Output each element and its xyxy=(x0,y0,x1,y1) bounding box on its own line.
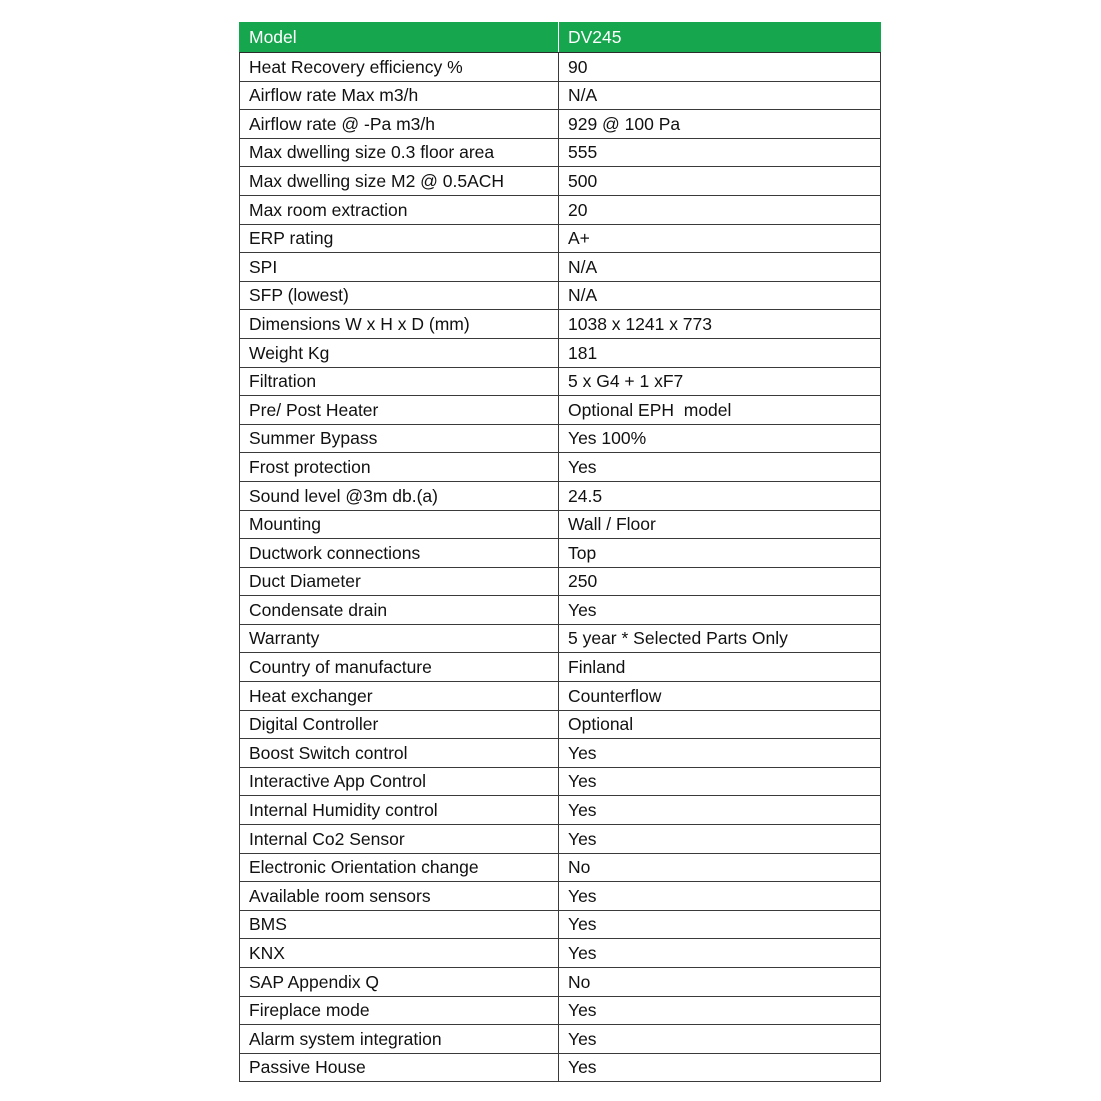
table-row xyxy=(240,968,881,997)
spec-value: Top xyxy=(559,539,881,568)
table-row xyxy=(240,167,881,196)
spec-label: Warranty xyxy=(240,624,559,653)
spec-value: No xyxy=(559,968,881,997)
spec-value: N/A xyxy=(559,253,881,282)
spec-label: Digital Controller xyxy=(240,710,559,739)
table-row xyxy=(240,739,881,768)
table-row xyxy=(240,910,881,939)
spec-label: Pre/ Post Heater xyxy=(240,396,559,425)
table-row xyxy=(240,195,881,224)
spec-value: 24.5 xyxy=(559,481,881,510)
spec-value: 5 year * Selected Parts Only xyxy=(559,624,881,653)
spec-value: Yes xyxy=(559,1053,881,1082)
table-row xyxy=(240,882,881,911)
table-row xyxy=(240,1053,881,1082)
spec-value: 90 xyxy=(559,53,881,82)
spec-value: Yes xyxy=(559,910,881,939)
spec-label: Heat exchanger xyxy=(240,682,559,711)
table-row xyxy=(240,624,881,653)
table-row xyxy=(240,510,881,539)
table-row xyxy=(240,939,881,968)
spec-label: SPI xyxy=(240,253,559,282)
spec-value: Optional EPH model xyxy=(559,396,881,425)
spec-value: Yes xyxy=(559,739,881,768)
spec-label: Passive House xyxy=(240,1053,559,1082)
table-row xyxy=(240,710,881,739)
table-row xyxy=(240,653,881,682)
spec-value: 20 xyxy=(559,195,881,224)
table-row xyxy=(240,224,881,253)
table-row xyxy=(240,396,881,425)
spec-value: Yes xyxy=(559,453,881,482)
spec-label: Alarm system integration xyxy=(240,1025,559,1054)
table-row xyxy=(240,1025,881,1054)
spec-value: Yes xyxy=(559,796,881,825)
spec-label: KNX xyxy=(240,939,559,968)
spec-value: Yes xyxy=(559,996,881,1025)
spec-label: ERP rating xyxy=(240,224,559,253)
table-header xyxy=(240,23,881,53)
table-row xyxy=(240,825,881,854)
spec-value: 1038 x 1241 x 773 xyxy=(559,310,881,339)
spec-value: Yes xyxy=(559,596,881,625)
table-row xyxy=(240,53,881,82)
table-row xyxy=(240,281,881,310)
table-row xyxy=(240,367,881,396)
column-header-model: Model xyxy=(240,23,559,53)
spec-value: 929 @ 100 Pa xyxy=(559,110,881,139)
spec-label: Internal Humidity control xyxy=(240,796,559,825)
table-row xyxy=(240,853,881,882)
spec-label: Max dwelling size M2 @ 0.5ACH xyxy=(240,167,559,196)
table-body xyxy=(240,53,881,1082)
spec-label: Fireplace mode xyxy=(240,996,559,1025)
spec-label: SFP (lowest) xyxy=(240,281,559,310)
spec-label: Max dwelling size 0.3 floor area xyxy=(240,138,559,167)
spec-value: Yes xyxy=(559,882,881,911)
table-row xyxy=(240,424,881,453)
spec-value: Optional xyxy=(559,710,881,739)
table-row xyxy=(240,539,881,568)
spec-label: Summer Bypass xyxy=(240,424,559,453)
specification-table-container xyxy=(239,22,880,1083)
spec-value: A+ xyxy=(559,224,881,253)
spec-label: Electronic Orientation change xyxy=(240,853,559,882)
table-row xyxy=(240,338,881,367)
spec-value: Yes xyxy=(559,825,881,854)
spec-label: Heat Recovery efficiency % xyxy=(240,53,559,82)
spec-label: Frost protection xyxy=(240,453,559,482)
spec-value: N/A xyxy=(559,281,881,310)
spec-label: SAP Appendix Q xyxy=(240,968,559,997)
spec-label: Boost Switch control xyxy=(240,739,559,768)
spec-value: N/A xyxy=(559,81,881,110)
spec-value: Finland xyxy=(559,653,881,682)
spec-value: 250 xyxy=(559,567,881,596)
table-row xyxy=(240,310,881,339)
spec-label: Ductwork connections xyxy=(240,539,559,568)
spec-label: Sound level @3m db.(a) xyxy=(240,481,559,510)
spec-value: 500 xyxy=(559,167,881,196)
table-header-row xyxy=(240,23,881,53)
table-row xyxy=(240,481,881,510)
spec-value: Yes xyxy=(559,939,881,968)
table-row xyxy=(240,81,881,110)
spec-value: No xyxy=(559,853,881,882)
table-row xyxy=(240,767,881,796)
spec-label: Country of manufacture xyxy=(240,653,559,682)
table-row xyxy=(240,138,881,167)
spec-value: Counterflow xyxy=(559,682,881,711)
spec-value: Wall / Floor xyxy=(559,510,881,539)
spec-label: Condensate drain xyxy=(240,596,559,625)
spec-value: Yes 100% xyxy=(559,424,881,453)
table-row xyxy=(240,253,881,282)
spec-label: Filtration xyxy=(240,367,559,396)
table-row xyxy=(240,567,881,596)
spec-label: Available room sensors xyxy=(240,882,559,911)
spec-value: 181 xyxy=(559,338,881,367)
spec-label: Max room extraction xyxy=(240,195,559,224)
spec-value: 555 xyxy=(559,138,881,167)
table-row xyxy=(240,596,881,625)
spec-label: Interactive App Control xyxy=(240,767,559,796)
spec-label: Mounting xyxy=(240,510,559,539)
table-row xyxy=(240,682,881,711)
spec-value: 5 x G4 + 1 xF7 xyxy=(559,367,881,396)
spec-label: Weight Kg xyxy=(240,338,559,367)
table-row xyxy=(240,796,881,825)
spec-label: Dimensions W x H x D (mm) xyxy=(240,310,559,339)
table-row xyxy=(240,996,881,1025)
column-header-dv245: DV245 xyxy=(559,23,881,53)
specification-table xyxy=(239,22,881,1082)
spec-value: Yes xyxy=(559,1025,881,1054)
spec-label: Airflow rate @ -Pa m3/h xyxy=(240,110,559,139)
table-row xyxy=(240,453,881,482)
spec-label: Airflow rate Max m3/h xyxy=(240,81,559,110)
spec-label: BMS xyxy=(240,910,559,939)
spec-label: Internal Co2 Sensor xyxy=(240,825,559,854)
spec-label: Duct Diameter xyxy=(240,567,559,596)
spec-value: Yes xyxy=(559,767,881,796)
table-row xyxy=(240,110,881,139)
